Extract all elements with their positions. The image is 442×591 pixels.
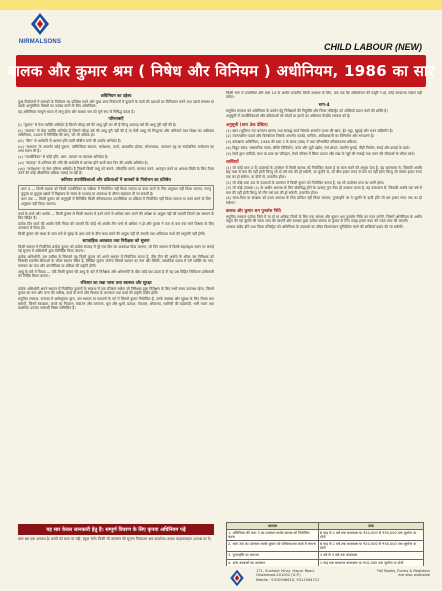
section-paragraph: प्रत्येक अधिभोगी अपने स्थापन में नियोजित कुमारों के सम्बन्ध में एक रजिस्टर रखेगा जो निरीक्षक द्वारा निरीक्षण के लिए सभी समय उपलब्ध रहेगा, जिसमें कुमार का नाम और जन्म की तारीख, कार्य के घण्टे और विश्राम के अन्तराल तथा कार्य की प्रकृति दर्शित होगी। [18,287,214,296]
section-paragraph: धारा 3 — किसी बालक को किसी उपजीविका या प्रक्रिया में नियोजित नहीं किया जाएगा या काम करने के लिए अनुज्ञात नहीं किया जाएगा, परन्तु कुटुम्ब या कुटुम्ब उद्यमों में विद्यालय के समय के पश्चात् या अवकाश के दौरान सहायता दी जा सकती है। [21,187,211,196]
section-paragraph: आयु के बारे में विवाद — यदि किसी कुमार की आयु के बारे में निरीक्षक और अधिभोगी के बीच कोई प्रश्न उठता है तो वह प्रश्न विहित चिकित्सा प्राधिकारी को निर्दिष्ट किया जाएगा। [18,269,214,278]
section-box [18,185,214,209]
footer-contact [256,569,319,582]
section-paragraph: समुचित सरकार को अधिनियम के प्रवर्तन हेतु निरीक्षकों की नियुक्ति और जिला मजिस्ट्रेट को शक्तियाँ प्रदान करने की शक्ति है। [226,108,388,113]
left-column [18,91,214,523]
section-paragraph: प्रत्येक अधिभोगी, उस तारीख से जिसको वह किसी कुमार को अपने स्थापन में नियोजित करता है, तीस दिन की अवधि के भीतर उस निरीक्षक को जिसकी स्थानीय सीमाओं के भीतर स्थापन स्थित है, लिखित सूचना भेजेगा जिसमें स्थापन का नाम और स्थिति, वास्तविक प्रबन्ध में लगे व्यक्ति का नाम, पत्राचार का पता और उपजीविका या प्रक्रिया की प्रकृति होगी। [18,255,214,268]
section-paragraph: धारा 3क — किसी कुमार को अनुसूची में विनिर्दिष्ट किसी परिसंकटमय उपजीविका या प्रक्रिया में नियोजित नहीं किया जाएगा या काम करने के लिए अनुज्ञात नहीं किया जाएगा। [21,197,211,206]
table-cell: 2. धारा 3क का उल्लंघन करके कुमार को परिसंकटमय कार्य में लगाना [227,541,319,552]
table-cell: 4. अन्य उपबन्धों का उल्लंघन [227,559,319,566]
notice-subtext: बाल श्रम एक अपराध है। बच्चों को काम पर नहीं, स्कूल भेजें। किसी भी उल्लंघन की सूचना निकटतम श्रम कार्यालय अथवा चाइल्डलाइन 1098 पर दें। [18,537,212,541]
section-heading: साप्ताहिक अवकाश तथा निरीक्षक को सूचना [82,238,150,244]
section-paragraph: किसी भाग में उपबन्धित और धारा 14 के अधीन दण्डनीय किसी अपराध के लिए, जब तक कि अभियोजन की मंजूरी न हो, कोई न्यायालय संज्ञान नहीं करेगा। [226,91,422,100]
section-paragraph: (5) रेलवे द्वारा यात्रियों, माल या डाक का परिवहन, रेलवे परिसर में सिंडर उठाना और राख के गड्ढों की सफाई तथा पत्तन की सीमाओं के भीतर कार्य। [226,151,415,156]
brand-name: NIRMALSONS [18,39,62,45]
section-paragraph: कुछ नियोजनों में बालकों के नियोजन का प्रतिषेध करने और कुछ अन्य नियोजनों में कुमारों के कार्य की दशाओं का विनियमन करने तथा उससे संसक्त या उसके आनुषंगिक विषयों का उपबंध करने के लिए अधिनियम। [18,100,214,109]
section-paragraph: (v) "उपजीविका" से कोई वृत्ति, काम, व्यापार या कारबार अभिप्रेत है। [18,155,109,160]
footer-logo-icon [225,569,249,587]
footer-contact-line: Ghaziabad-201002 (U.P.) [256,573,301,578]
table-cell: 1 वर्ष से 3 वर्ष तक कारावास [318,552,423,559]
section-paragraph: किसी स्थापन में नियोजित प्रत्येक कुमार को प्रत्येक सप्ताह में पूरे एक दिन का अवकाश दिया जाएगा, जो दिन स्थापन में किसी सहजदृश्य स्थान पर लगाई गई सूचना में अधिभोगी द्वारा विनिर्दिष्ट किया जाएगा। [18,245,214,254]
section-paragraph: (1) जो कोई धारा 3 के उपबन्धों के उल्लंघन में किसी बालक को नियोजित करता है या काम करने की अनुज्ञा देता है, वह कारावास से, जिसकी अवधि छह मास से कम की नहीं होगी किन्तु जो दो वर्ष तक की हो सकेगी, या जुर्माने से, जो बीस हजार रुपए से कम का नहीं होगा किन्तु जो पचास हजार रुपए तक का हो सकेगा, या दोनों से, दण्डनीय होगा। [226,166,422,179]
top-bar [0,0,442,10]
footer-logo [225,569,249,587]
section-heading: अधिनियम का उद्देश्य [100,93,132,98]
section-paragraph: (3) जो कोई उपधारा (1) के अधीन अपराध के लिए दोषसिद्ध होने के पश्चात् पुनः वैसा ही अपराध करता है, वह कारावास से, जिसकी अवधि एक वर्ष से कम की नहीं होगी किन्तु जो तीन वर्ष तक की हो सकेगी, दण्डनीय होगा। [226,186,422,195]
table-row [227,541,424,552]
section-paragraph: अपराध संज्ञेय होंगे तथा जिला मजिस्ट्रेट को अधिनियम के उपबन्धों का उचित क्रियान्वयन सुनिश्चित करने की शक्तियाँ प्रदान की जा सकेंगी। [226,225,404,230]
section-heading: परिभाषाएँ [108,116,124,122]
offence-penalty-table [226,522,424,567]
section-paragraph: किसी कुमार को संध्या के सात बजे से सुबह के आठ बजे के बीच काम करने की अनुज्ञा नहीं दी जाएगी तथा अतिकाल कार्य की अनुमति नहीं होगी। [18,231,206,236]
table-cell: 1 माह तक साधारण कारावास या ₹10,000 तक जुर्माना या दोनों [318,559,423,566]
section-paragraph: (4) माता-पिता या संरक्षक को प्रथम अपराध के लिए दण्डित नहीं किया जाएगा; पुनरावृत्ति पर वे जुर्माने के दायी होंगे जो दस हजार रुपए तक का हो सकेगा। [226,196,422,205]
section-paragraph: समुचित सरकार प्रत्येक जिले में या दो या अधिक जिलों के लिए एक बालक और कुमार श्रम पुनर्वास निधि का गठन करेगी, जिसमें अधिनियम के अधीन वसूल की गई जुर्माने की रकम जमा की जाएगी और सरकार द्वारा प्रत्येक बालक या कुमार के लिए पन्द्रह हजार रुपए की रकम जमा की जाएगी। [226,215,422,224]
table-cell: 1. अधिनियम की धारा 3 का उल्लंघन करके बालक को नियोजित करना [227,530,319,541]
right-column [226,91,422,523]
table-row [227,530,424,541]
section-heading: बालक और कुमार श्रम पुनर्वास निधि [226,208,281,214]
section-paragraph: (ii) "बालक" से ऐसा व्यक्ति अभिप्रेत है जिसने चौदह वर्ष की आयु पूरी नहीं की है या ऐसी आयु जो निःशुल्क और अनिवार्य बाल शिक्षा का अधिकार अधिनियम, 2009 में विनिर्दिष्ट की जाए, जो भी अधिक हो। [18,129,214,138]
table-cell: 3. पुनरावृत्ति पर अपराध [227,552,319,559]
section-paragraph: प्रत्येक दिन कार्य की अवधि ऐसी नियत की जाएगी कि कोई भी अवधि तीन घण्टे से अधिक न हो और कुमार ने कम से कम एक घण्टे विश्राम के लिए अन्तराल ले लिया हो। [18,221,214,230]
section-paragraph: (2) जो कोई धारा 3क के उपबन्धों के उल्लंघन में किसी कुमार को नियोजित करता है, वह भी उपरोक्त दण्ड का भागी होगा। [226,180,385,185]
document-label: CHILD LABOUR (NEW) [324,42,422,52]
section-paragraph: (1) खान (भूमिगत एवं जलमग्न खनन) तथा सम्बद्ध कार्य जिसके अन्तर्गत पत्थर की खान, ईंट भट्ठा, खुदाई और भवन सन्निर्माण है। [226,128,393,133]
section-paragraph: (iv) "स्थापन" के अन्तर्गत कोई दुकान, वाणिज्यिक स्थापन, कर्मशाला, फार्म, आवासीय होटल, भोजनालय, जलपान गृह या सार्वजनिक मनोरंजन का अन्य स्थान भी है। [18,145,214,154]
brand-logo [18,12,62,58]
table-header: दण्ड [318,523,423,530]
section-paragraph: (vi) "सप्ताह" से शनिवार की रात्रि की अर्धरात्रि से आरम्भ होने वाली सात दिन की अवधि अभिप्रेत है। [18,160,148,165]
section-paragraph: (i) "कुमार" से ऐसा व्यक्ति अभिप्रेत है जिसने चौदह वर्ष की आयु पूरी कर ली है किन्तु अठारह वर्ष की आयु पूरी नहीं की है। [18,123,177,128]
section-heading: शास्तियाँ [226,159,239,165]
footer-contact-line: Mobile : 9310946610, 9311944712 [256,577,320,582]
table-row [227,552,424,559]
footer-contact-line: 171, Sushant Vihar, Hapur Road, [256,569,315,573]
section-paragraph: (2) ज्वलनशील पदार्थ और विस्फोटक जिसके अन्तर्गत पटाखे, माचिस, आतिशबाजी का विनिर्माण और भण्डारण है। [226,134,375,139]
section-heading: रजिस्टर का रखा जाना तथा स्वास्थ्य और सुरक्षा [80,280,152,286]
section-paragraph: (3) कारखाना अधिनियम, 1948 की धारा 2 के खण्ड (गख) में यथा परिभाषित परिसंकटमय प्रक्रिया। [226,140,358,145]
brand-logo-icon [30,12,50,36]
section-paragraph: (iii) "दिन" से अर्धरात्रि से आरम्भ होने वाली चौबीस घण्टे की अवधि अभिप्रेत है। [18,139,122,144]
section-heading: अनुसूची (धारा 3क देखिए) [226,121,268,127]
table-header: अपराध [227,523,319,530]
notice-banner: यह सार केवल जानकारी हेतु है। सम्पूर्ण विवरण के लिए कृपया अधिनियम पढ़ें [18,524,214,535]
section-paragraph: कार्य के घण्टे और अवधि — किसी कुमार से किसी स्थापन में उतने घण्टे से अधिक काम करने की अपेक्षा या अनुज्ञा नहीं की जाएगी जितने उस स्थापन के लिए विहित हैं। [18,211,214,220]
section-paragraph: यह अधिनियम सम्पूर्ण भारत में लागू होगा और बालक श्रम को पूर्ण रूप से निषिद्ध करता है। [18,110,135,115]
section-paragraph: समुचित सरकार, राजपत्र में अधिसूचना द्वारा, उस स्थापन या स्थापनों के वर्ग में जिसमें कुमार नियोजित हैं, उनके स्वास्थ्य और सुरक्षा के लिए नियम बना सकेगी, जिनमें स्वच्छता, कचरे का निपटान, संवातन और तापमान, धूल और धुआँ, प्रकाश, पेयजल, शौचालय, मशीनरी की बाड़ेबन्दी, भारी वजन तथा प्राथमिक उपचार सम्बन्धी विषय सम्मिलित हैं। [18,297,214,310]
section-heading: कतिपय उपजीविकाओं और प्रक्रियाओं में बालकों के नियोजन का प्रतिषेध [61,177,171,183]
footer-note-line: *All Books, Forms & Registers [376,569,430,573]
document-title: बालक और कुमार श्रम ( निषेध और विनियम ) अधीनियम, 1986 का सार [16,55,426,87]
table-cell: 6 माह से 2 वर्ष तक कारावास या ₹20,000 से ₹50,000 तक जुर्माना या दोनों [318,530,423,541]
section-paragraph: अनुसूची में उपजीविकाओं और प्रक्रियाओं को जोड़ने या हटाने का अधिकार केन्द्रीय सरकार को है। [226,114,351,119]
section-paragraph: (4) विद्युत संयंत्र, रासायनिक संयंत्र, सीमेंट विनिर्माण, कांच और चूड़ी उद्योग, चर्म शोधन, कालीन बुनाई, बीड़ी निर्माण, रंगाई और छपाई के कार्य। [226,146,410,151]
section-heading: भाग-4 [318,101,330,107]
section-paragraph: (vii) "कर्मशाला" से ऐसा परिसर अभिप्रेत है जिसमें किसी वस्तु को बनाने, परिवर्तित करने, मरम्मत करने, अलंकृत करने या अन्यथा बिक्री के लिए तैयार करने की कोई औद्योगिक प्रक्रिया चलाई जा रही है। [18,166,214,176]
footer-note [360,569,430,578]
table-cell: 6 माह से 2 वर्ष तक कारावास या ₹20,000 से ₹50,000 तक जुर्माना या दोनों [318,541,423,552]
footer-note-line: are also available [398,573,430,578]
